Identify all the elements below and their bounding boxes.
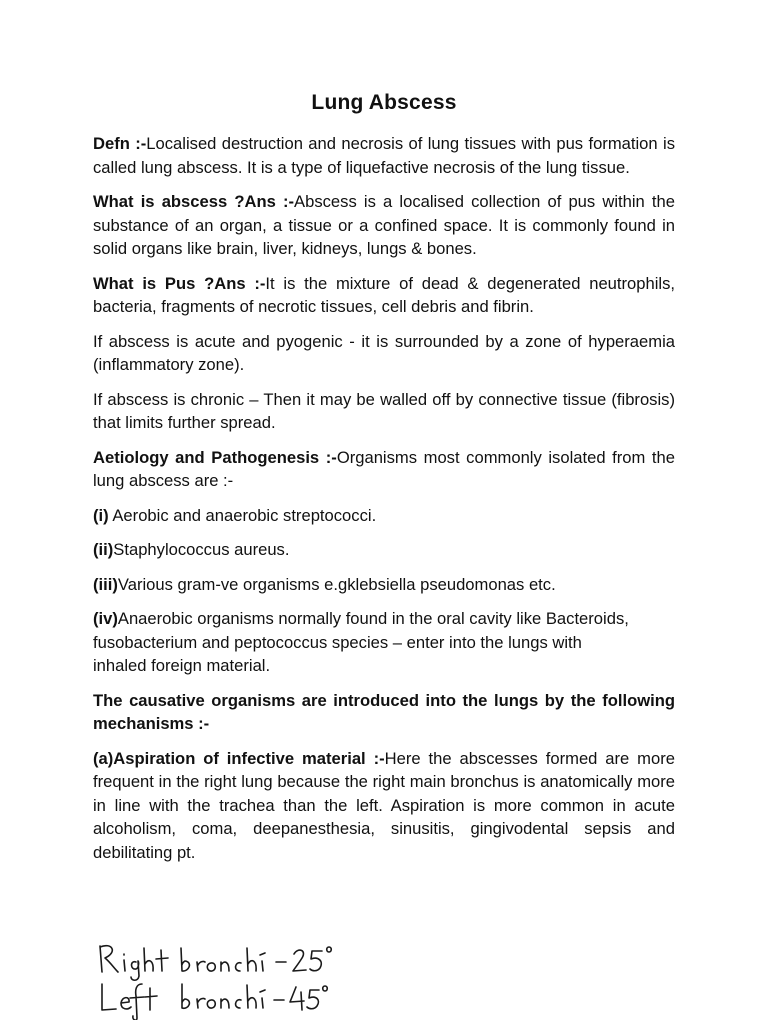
organism-item-ii [93, 538, 675, 562]
organism-item-i [93, 504, 675, 528]
mechanisms-heading [93, 689, 675, 736]
aetiology-label: Aetiology and Pathogenesis :- [93, 447, 337, 467]
chronic-abscess-paragraph: If abscess is chronic – Then it may be walled off by connective tissue (fibrosis) that limits further spread. [93, 389, 675, 432]
aspiration-text: Here the abscesses formed are more frequent in the right lung because the right main bronchus is anatomically more in line with the trachea than the left. Aspiration is more common in acute alcoholism, coma, deepanesthesia, sinusitis, gingivodental sepsis and debilitating pt. [93, 748, 675, 862]
what-is-pus-paragraph [93, 272, 675, 319]
organism-item-label: (i) [93, 505, 109, 525]
what-is-pus-label: What is Pus ?Ans :- [93, 273, 266, 293]
aspiration-paragraph [93, 747, 675, 865]
organism-item-text: Various gram-ve organisms e.gklebsiella pseudomonas etc. [117, 574, 556, 594]
organism-item-text: Aerobic and anaerobic streptococci. [108, 505, 377, 525]
aspiration-label: (a)Aspiration of infective material :- [93, 748, 385, 768]
document-page [93, 88, 675, 875]
organism-item-iv [93, 607, 675, 678]
acute-abscess-paragraph: If abscess is acute and pyogenic - it is surrounded by a zone of hyperaemia (inflammatory zone). [93, 331, 675, 374]
organism-item-text: Anaerobic organisms normally found in the oral cavity like Bacteroids, fusobacterium and peptococcus species – enter into the lungs with inhaled foreign material. [93, 609, 629, 675]
organism-item-iii [93, 573, 675, 597]
handwritten-line-left-bronchi [102, 984, 327, 1020]
organism-item-text: Staphylococcus aureus. [113, 540, 290, 559]
aetiology-paragraph [93, 446, 675, 493]
handwritten-line-right-bronchi [100, 946, 331, 981]
organism-item-label: (ii) [93, 540, 114, 559]
organism-item-label: (iii) [93, 574, 118, 594]
aetiology-text: Organisms most commonly isolated from the lung abscess are :- [93, 447, 675, 490]
what-is-abscess-label: What is abscess ?Ans :- [93, 192, 295, 211]
organism-item-label: (iv) [93, 609, 118, 628]
definition-paragraph [93, 132, 675, 179]
mechanisms-heading-text: The causative organisms are introduced into the lungs by the following mechanisms :- [93, 690, 675, 733]
handwritten-note [90, 940, 350, 1020]
definition-text: Localised destruction and necrosis of lung tissues with pus formation is called lung abscess. It is a type of liquefactive necrosis of the lung tissue. [93, 134, 675, 177]
definition-label: Defn :- [93, 134, 147, 153]
what-is-pus-text: It is the mixture of dead & degenerated neutrophils, bacteria, fragments of necrotic tissues, cell debris and fibrin. [93, 273, 675, 316]
handwritten-note-drawing [90, 940, 350, 1020]
what-is-abscess-paragraph [93, 190, 675, 261]
what-is-abscess-text: Abscess is a localised collection of pus within the substance of an organ, a tissue or a confined space. It is commonly found in solid organs like brain, liver, kidneys, lungs & bones. [93, 192, 675, 258]
page-title: Lung Abscess [311, 91, 457, 114]
